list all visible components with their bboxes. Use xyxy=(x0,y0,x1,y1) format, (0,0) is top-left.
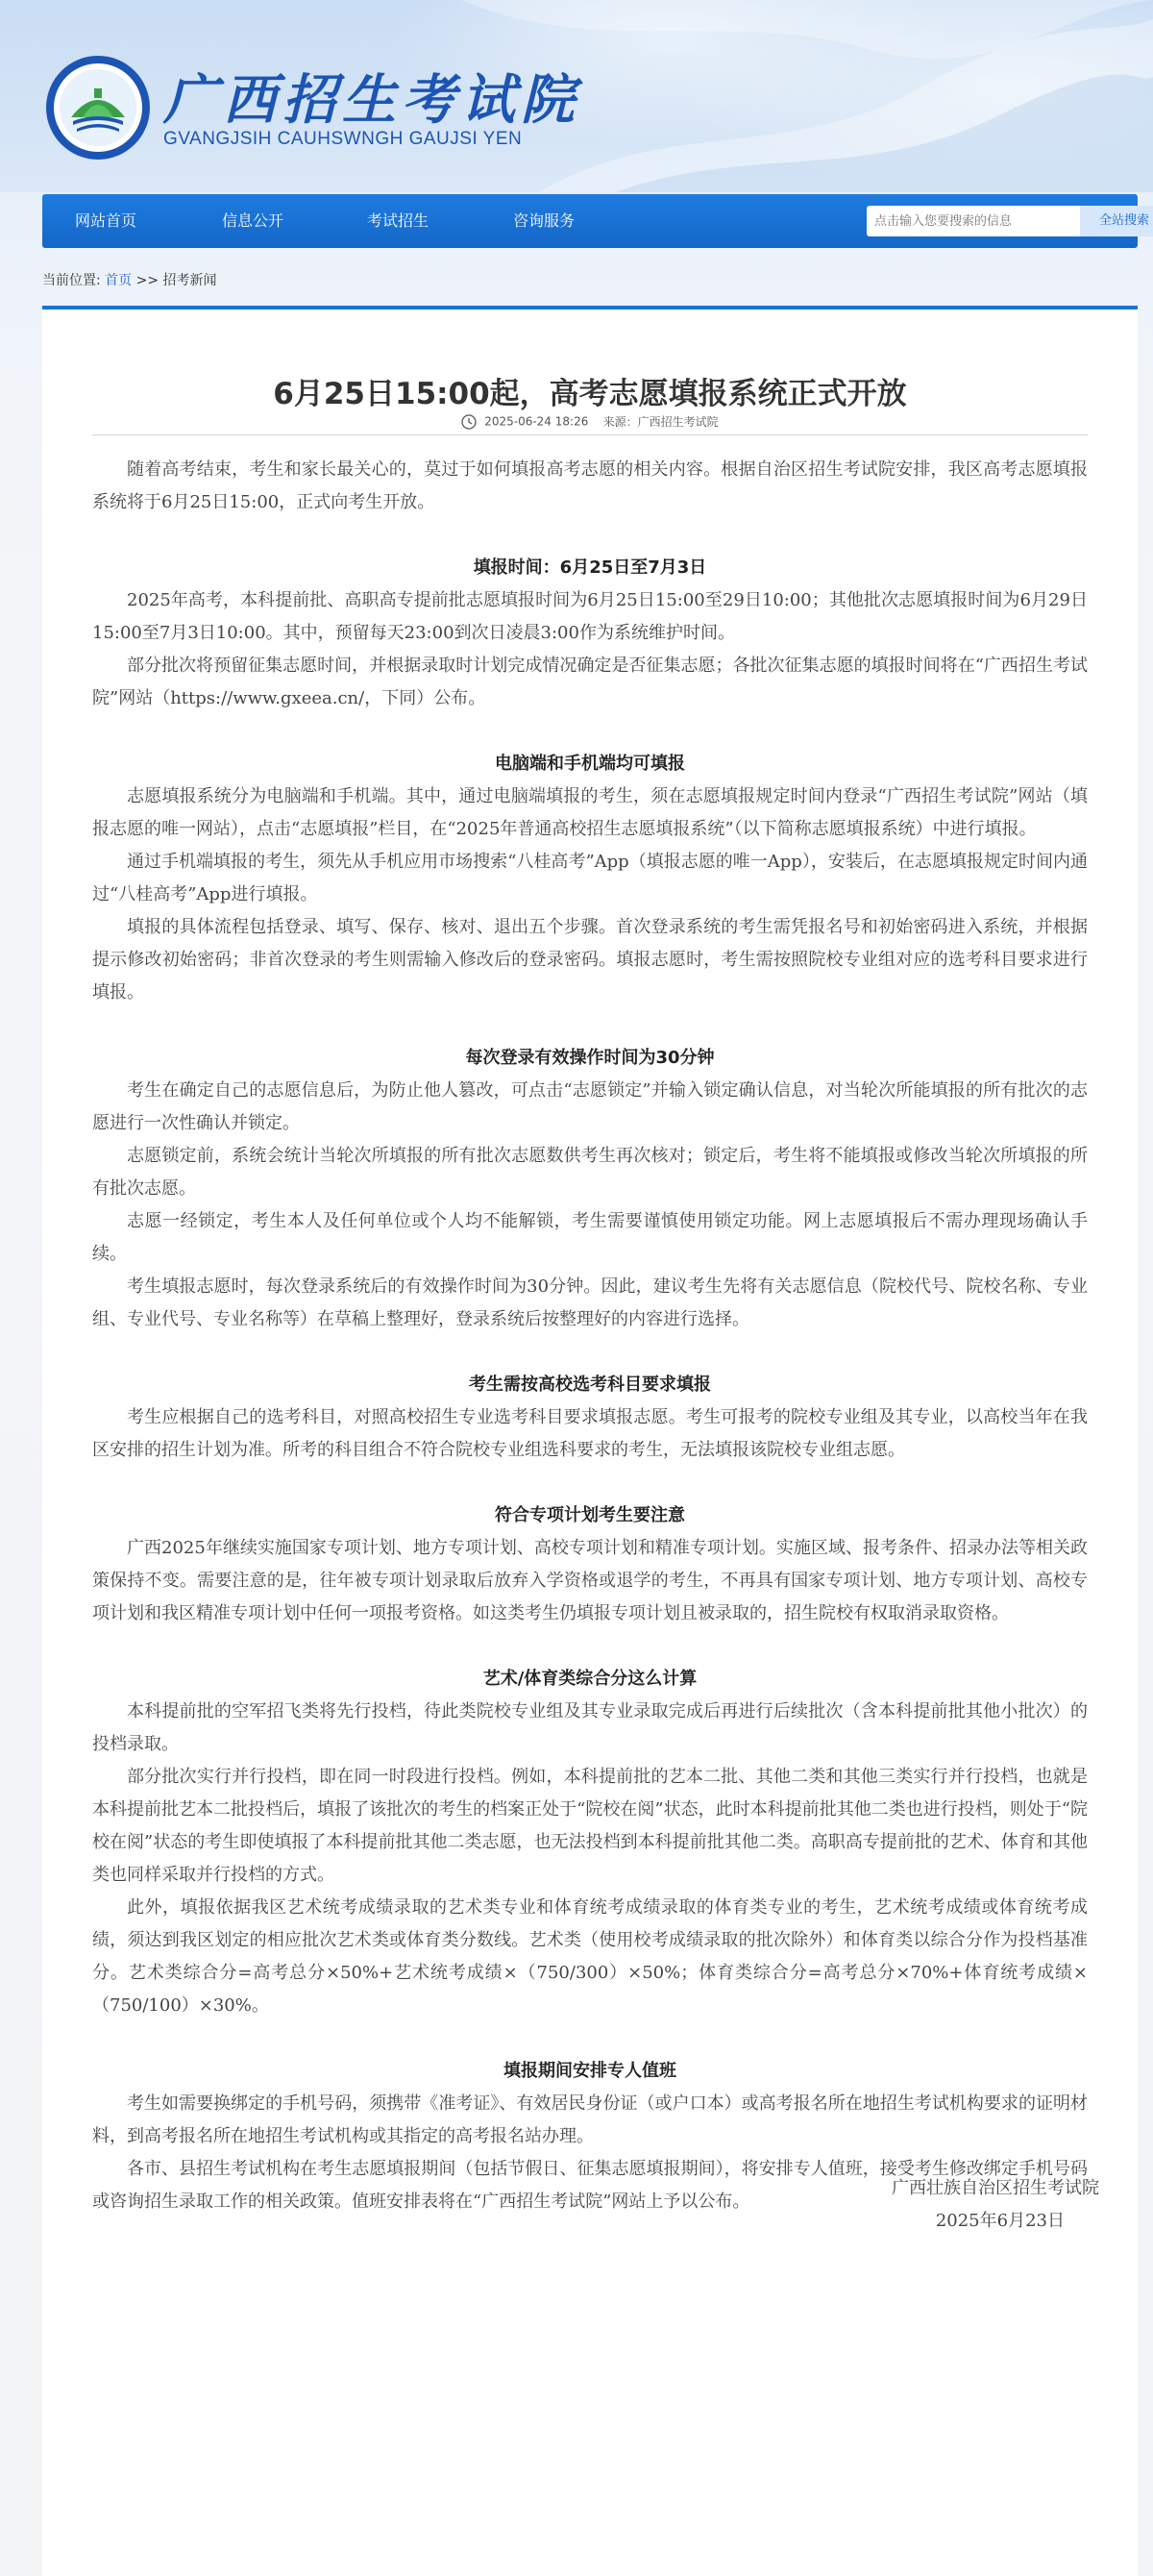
search-input[interactable] xyxy=(867,206,1080,236)
article-paragraph: 部分批次将预留征集志愿时间，并根据录取时计划完成情况确定是否征集志愿；各批次征集志愿的填报时间将在“广西招生考试院”网站（https://www.gxeea.cn/，下同）公布。 xyxy=(92,656,1088,708)
article-paragraph: 随着高考结束，考生和家长最关心的，莫过于如何填报高考志愿的相关内容。根据自治区招生考试院安排，我区高考志愿填报系统将于6月25日15:00，正式向考生开放。 xyxy=(92,459,1088,512)
article-paragraph: 考生填报志愿时，每次登录系统后的有效操作时间为30分钟。因此，建议考生先将有关志愿信息（院校代号、院校名称、专业组、专业代号、专业名称等）在草稿上整理好，登录系统后按整理好的内容进行选择。 xyxy=(92,1276,1088,1329)
article-date: 2025-06-24 18:26 xyxy=(484,414,589,429)
section-heading: 每次登录有效操作时间为30分钟 xyxy=(465,1048,715,1068)
section-heading: 艺术/体育类综合分这么计算 xyxy=(482,1669,698,1689)
article-body xyxy=(92,454,1088,2218)
breadcrumb-separator: >> xyxy=(135,273,159,288)
article-title: 6月25日15:00起，高考志愿填报系统正式开放 xyxy=(273,377,907,411)
article-paragraph: 部分批次实行并行投档，即在同一时段进行投档。例如，本科提前批的艺本二批、其他二类和其他三类实行并行投档，也就是本科提前批艺本二批投档后，填报了该批次的考生的档案正处于“院校在阅”状态，此时本科提前批其他二类也进行投档，则处于“院校在阅”状态的考生即使填报了本科提前批其他二类志愿，也无法投档到本科提前批其他二类。高职高专提前批的艺术、体育和其他类也同样采取并行投档的方式。 xyxy=(92,1767,1088,1885)
article-paragraph: 广西2025年继续实施国家专项计划、地方专项计划、高校专项计划和精准专项计划。实施区域、报考条件、招录办法等相关政策保持不变。需要注意的是，往年被专项计划录取后放弃入学资格或退学的考生，不再具有国家专项计划、地方专项计划、高校专项计划和我区精准专项计划中任何一项报考资格。如这类考生仍填报专项计划且被录取的，招生院校有权取消录取资格。 xyxy=(92,1538,1088,1623)
nav-item-exam-admission[interactable]: 考试招生 xyxy=(367,211,429,230)
article-paragraph: 此外，填报依据我区艺术统考成绩录取的艺术类专业和体育统考成绩录取的体育类专业的考生，艺术统考成绩或体育统考成绩，须达到我区划定的相应批次艺术类或体育类分数线。艺术类（使用校考成绩录取的批次除外）和体育类以综合分作为投档基准分。艺术类综合分=高考总分×50%+艺术统考成绩×（750/300）×50%；体育类综合分=高考总分×70%+体育统考成绩×（750/100）×30%。 xyxy=(92,1897,1088,2016)
article-meta xyxy=(42,413,1138,430)
article-paragraph: 志愿填报系统分为电脑端和手机端。其中，通过电脑端填报的考生，须在志愿填报规定时间内登录“广西招生考试院”网站（填报志愿的唯一网站），点击“志愿填报”栏目，在“2025年普通高校招生志愿填报系统”（以下简称志愿填报系统）中进行填报。 xyxy=(92,786,1088,839)
article-paragraph: 填报的具体流程包括登录、填写、保存、核对、退出五个步骤。首次登录系统的考生需凭报名号和初始密码进入系统，并根据提示修改初始密码；非首次登录的考生则需输入修改后的登录密码。填报志愿时，考生需按照院校专业组对应的选考科目要求进行填报。 xyxy=(92,917,1088,1003)
signature-org: 广西壮族自治区招生考试院 xyxy=(892,2178,1099,2198)
nav-item-info-disclosure[interactable]: 信息公开 xyxy=(222,211,284,230)
section-heading: 填报时间：6月25日至7月3日 xyxy=(473,557,707,578)
nav-item-consulting[interactable]: 咨询服务 xyxy=(513,211,576,230)
section-heading: 考生需按高校选考科目要求填报 xyxy=(469,1375,711,1395)
section-heading: 电脑端和手机端均可填报 xyxy=(495,754,685,774)
article-paragraph: 考生在确定自己的志愿信息后，为防止他人篡改，可点击“志愿锁定”并输入锁定确认信息，对当轮次所能填报的所有批次的志愿进行一次性确认并锁定。 xyxy=(92,1080,1088,1133)
article-paragraph: 考生应根据自己的选考科目，对照高校招生专业选考科目要求填报志愿。考生可报考的院校专业组及其专业，以高校当年在我区安排的招生计划为准。所考的科目组合不符合院校专业组选科要求的考生，无法填报该院校专业组志愿。 xyxy=(92,1407,1088,1460)
signature-date: 2025年6月23日 xyxy=(935,2211,1065,2231)
breadcrumb-home-link[interactable]: 首页 xyxy=(105,273,133,288)
title-divider xyxy=(92,434,1088,435)
article-paragraph: 2025年高考，本科提前批、高职高专提前批志愿填报时间为6月25日15:00至29日10:00；其他批次志愿填报时间为6月29日15:00至7月3日10:00。其中，预留每天23:00到次日凌晨3:00作为系统维护时间。 xyxy=(92,590,1088,643)
article-paragraph: 本科提前批的空军招飞类将先行投档，待此类院校专业组及其专业录取完成后再进行后续批次（含本科提前批其他小批次）的投档录取。 xyxy=(92,1701,1088,1754)
site-name-en: GVANGJSIH CAUHSWNGH GAUJSI YEN xyxy=(163,129,523,149)
nav-item-home[interactable]: 网站首页 xyxy=(75,211,137,230)
article-paragraph: 志愿一经锁定，考生本人及任何单位或个人均不能解锁，考生需要谨慎使用锁定功能。网上志愿填报后不需办理现场确认手续。 xyxy=(92,1211,1088,1264)
site-name-cn: 广西招生考试院 xyxy=(163,68,580,132)
article-paragraph: 志愿锁定前，系统会统计当轮次所填报的所有批次志愿数供考生再次核对；锁定后，考生将不能填报或修改当轮次所填报的所有批次志愿。 xyxy=(92,1146,1088,1199)
search-button[interactable]: 全站搜索 xyxy=(1080,206,1153,236)
breadcrumb-current: 招考新闻 xyxy=(162,273,217,288)
article-paragraph: 通过手机端填报的考生，须先从手机应用市场搜索“八桂高考”App（填报志愿的唯一App），安装后，在志愿填报规定时间内通过“八桂高考”App进行填报。 xyxy=(92,852,1088,904)
article-paragraph: 各市、县招生考试机构在考生志愿填报期间（包括节假日、征集志愿填报期间），将安排专人值班，接受考生修改绑定手机号码或咨询招生录取工作的相关政策。值班安排表将在“广西招生考试院”网站上予以公布。 xyxy=(92,2159,1088,2212)
section-heading: 填报期间安排专人值班 xyxy=(503,2061,676,2081)
site-header xyxy=(0,0,1153,192)
signature xyxy=(715,2172,1099,2238)
breadcrumb-label: 当前位置: xyxy=(42,273,101,288)
section-heading: 符合专项计划考生要注意 xyxy=(495,1505,685,1525)
main-navigation xyxy=(42,194,1149,248)
site-logo[interactable] xyxy=(44,54,152,161)
clock-icon xyxy=(461,414,477,430)
breadcrumb xyxy=(42,270,217,289)
article-source: 来源：广西招生考试院 xyxy=(602,415,719,429)
article-paragraph: 考生如需要换绑定的手机号码，须携带《准考证》、有效居民身份证（或户口本）或高考报名所在地招生考试机构要求的证明材料，到高考报名所在地招生考试机构或其指定的高考报名站办理。 xyxy=(92,2093,1088,2146)
